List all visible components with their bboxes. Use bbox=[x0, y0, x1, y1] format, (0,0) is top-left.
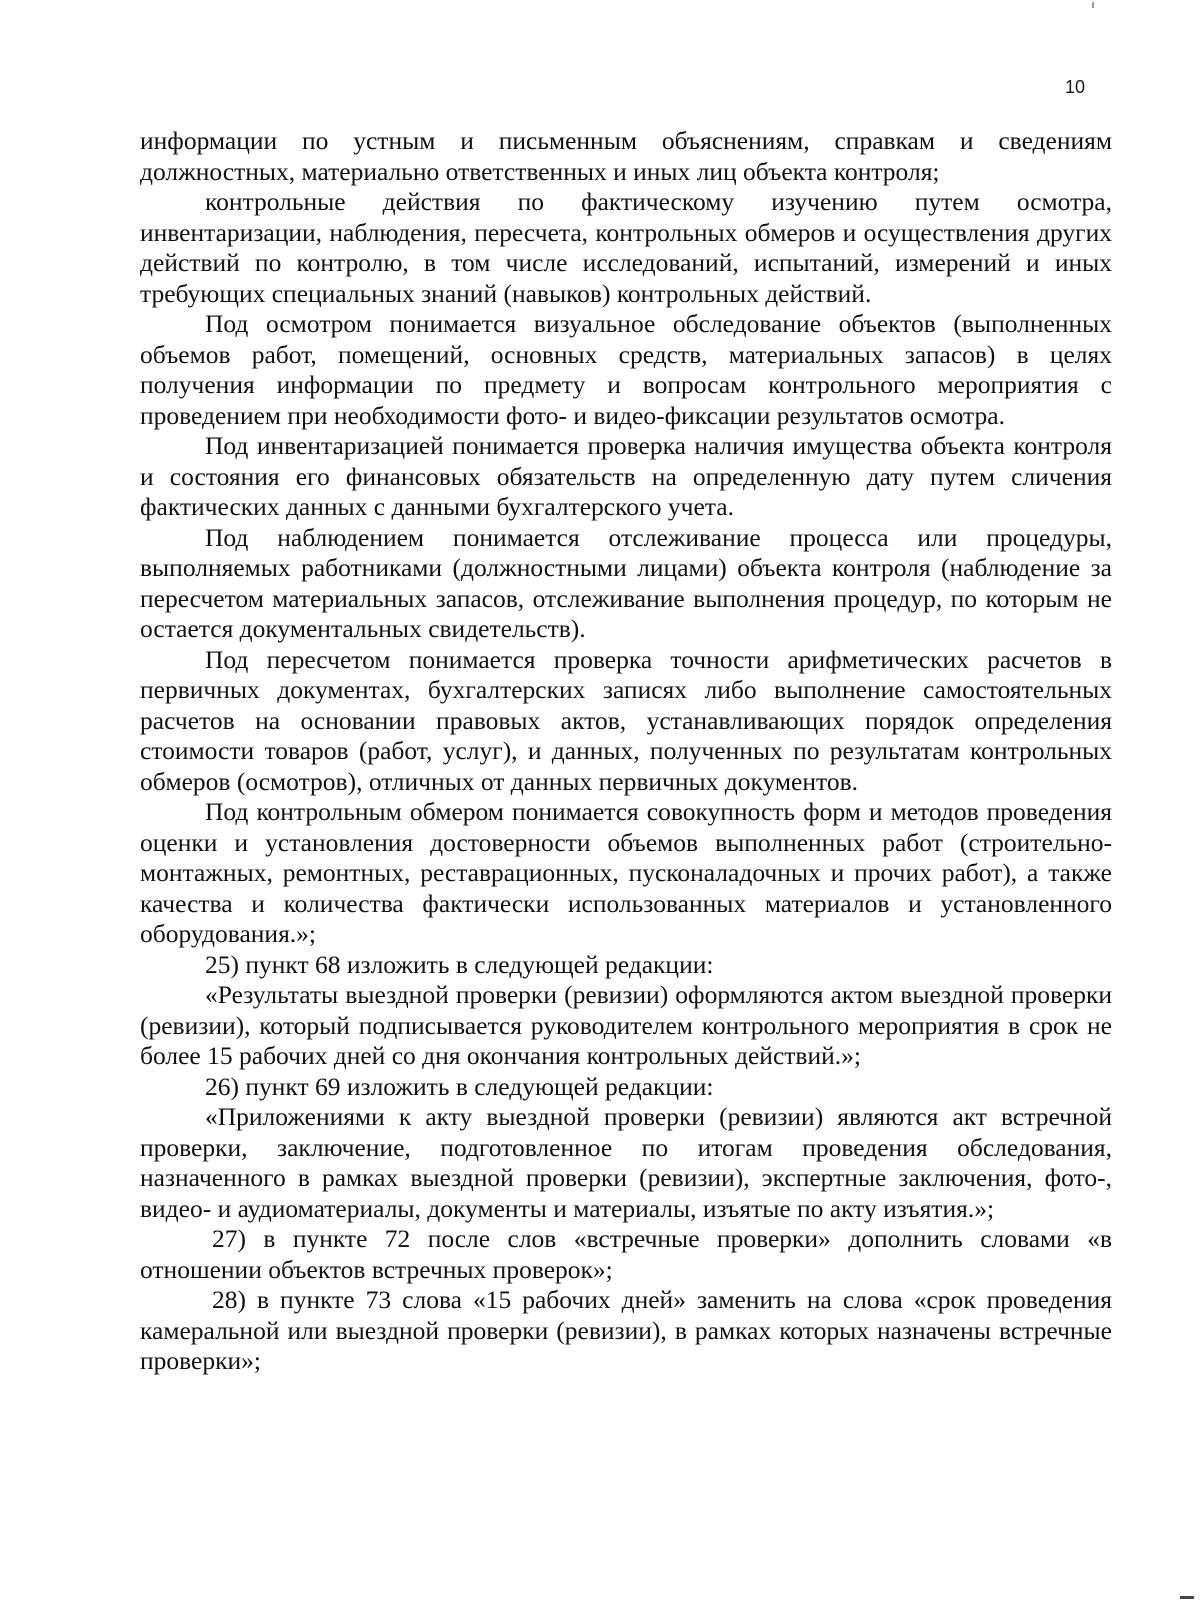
paragraph: информации по устным и письменным объяснениям, справкам и сведениям должностных, материально ответственных и иных лиц объекта контроля; bbox=[140, 126, 1112, 186]
paragraph: контрольные действия по фактическому изучению путем осмотра, инвентаризации, наблюдения, пересчета, контрольных обмеров и осуществления других действий по контролю, в том числе исследований, испытаний, измерений и иных требующих специальных знаний (навыков) контрольных действий. bbox=[140, 187, 1112, 308]
paragraph: Под контрольным обмером понимается совокупность форм и методов проведения оценки и установления достоверности объемов выполненных работ (строительно-монтажных, ремонтных, реставрационных, пусконаладочных и прочих работ), а также качества и количества фактически использованных материалов и установленного оборудования.»; bbox=[140, 797, 1112, 948]
paragraph: Под наблюдением понимается отслеживание процесса или процедуры, выполняемых работниками (должностными лицами) объекта контроля (наблюдение за пересчетом материальных запасов, отслеживание выполнения процедур, по которым не остается документальных свидетельств). bbox=[140, 522, 1112, 643]
amendment-item: 28) в пункте 73 слова «15 рабочих дней» заменить на слова «срок проведения камеральной или выездной проверки (ревизии), в рамках которых назначены встречные проверки»; bbox=[140, 1285, 1112, 1375]
page-number: 10 bbox=[1065, 77, 1086, 97]
amendment-item: 27) в пункте 72 после слов «встречные проверки» дополнить словами «в отношении объектов встречных проверок»; bbox=[140, 1224, 1112, 1284]
scan-artifact bbox=[1180, 1596, 1194, 1599]
document-body bbox=[140, 126, 1112, 1377]
amendment-item: 25) пункт 68 изложить в следующей редакции: bbox=[205, 949, 714, 979]
amendment-item: 26) пункт 69 изложить в следующей редакции: bbox=[205, 1071, 714, 1101]
quoted-paragraph: «Приложениями к акту выездной проверки (ревизии) являются акт встречной проверки, заключение, подготовленное по итогам проведения обследования, назначенного в рамках выездной проверки (ревизии), экспертные заключения, фото-, видео- и аудиоматериалы, документы и материалы, изъятые по акту изъятия.»; bbox=[140, 1102, 1112, 1223]
paragraph: Под пересчетом понимается проверка точности арифметических расчетов в первичных документах, бухгалтерских записях либо выполнение самостоятельных расчетов на основании правовых актов, устанавливающих порядок определения стоимости товаров (работ, услуг), и данных, полученных по результатам контрольных обмеров (осмотров), отличных от данных первичных документов. bbox=[140, 644, 1112, 796]
paragraph: Под инвентаризацией понимается проверка наличия имущества объекта контроля и состояния его финансовых обязательств на определенную дату путем сличения фактических данных с данными бухгалтерского учета. bbox=[140, 431, 1112, 521]
paragraph: Под осмотром понимается визуальное обследование объектов (выполненных объемов работ, помещений, основных средств, материальных запасов) в целях получения информации по предмету и вопросам контрольного мероприятия с проведением при необходимости фото- и видео-фиксации результатов осмотра. bbox=[140, 309, 1112, 430]
quoted-paragraph: «Результаты выездной проверки (ревизии) оформляются актом выездной проверки (ревизии), который подписывается руководителем контрольного мероприятия в срок не более 15 рабочих дней со дня окончания контрольных действий.»; bbox=[140, 980, 1112, 1070]
scan-artifact bbox=[1092, 2, 1094, 8]
